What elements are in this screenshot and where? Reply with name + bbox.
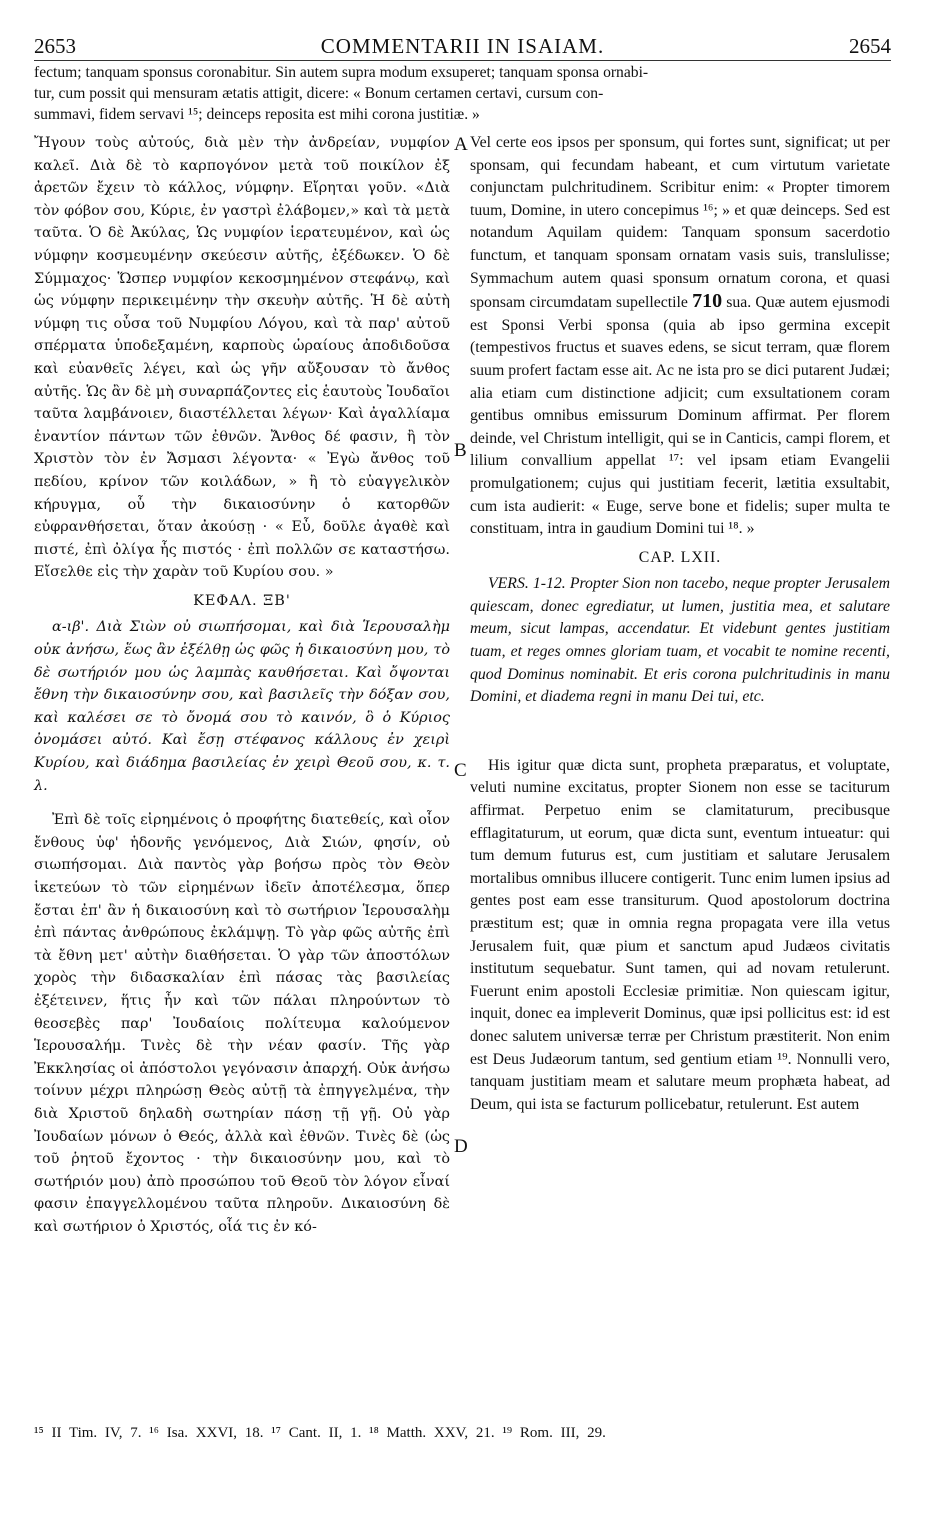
latin-paragraph — [470, 132, 890, 541]
latin-chapter-heading: CAP. LXII. — [638, 548, 722, 566]
footnotes: ¹⁵ II Tim. IV, 7. ¹⁶ Isa. XXVI, 18. ¹⁷ Cant. II, 1. ¹⁸ Matth. XXV, 21. ¹⁹ Rom. III, 29. — [34, 1425, 606, 1441]
margin-letter-c: C — [454, 760, 467, 781]
top-line: tur, cum possit qui mensuram ætatis attigit, dicere: « Bonum certamen certavi, cursum con- — [34, 85, 604, 102]
margin-letter-a: A — [454, 134, 468, 155]
left-page-number: 2653 — [34, 34, 76, 58]
running-title: COMMENTARII IN ISAIAM. — [320, 34, 605, 58]
latin-paragraph: His igitur quæ dicta sunt, propheta præparatus, et voluptate, veluti numine excitatus, propter Sionem non esse se taciturum affirmat. Perpetuo enim se clamitaturum, precibusque efflagitaturum, ut eorum, quæ dicta sunt, eventum intueatur: qui tum demum futurus est, cum justitiam et salutare Jerusalem mortalibus omnibus illucere contigerit. Tunc enim lumen ipsius ad gentes post eam esse transiturum. Quod apostolorum doctrina præstitum est; quæ in omnia regna propagata vere illa vetus Jerusalem fuit, quæ pium et sanctum apud Judæos civitatis institutum sequebatur. Sunt tamen, qui ad novam retulerunt. Fuerunt enim apostoli Ecclesiæ primitiæ. Non quiescam igitur, inquit, donec ea impleverit Dominus, quæ ipsi pollicitus est: id est donec salutem universæ terræ per Christum præstiterit. Non enim est Deus Judæorum tantum, sed gentium etiam ¹⁹. Nonnulli vero, tanquam justitiam meam et salutare meum prophæta habeat, ad Deum, qui ista se facturum pollicebatur, retulerunt. Est autem — [470, 756, 890, 1113]
margin-letter-d: D — [454, 1136, 468, 1157]
greek-chapter-heading: ΚΕΦΑΛ. ΞΒ' — [193, 592, 291, 609]
latin-paragraph-text: Vel certe eos ipsos per sponsum, qui fortes sunt, significat; ut per sponsam, qui fecundam habeant, et cum virtutum varietate conjunctam pulchritudinem. Scribitur enim: « Propter timorem tuum, Domine, in utero concepimus ¹⁶; » et quæ deinceps. Sed est notandum Aquilam quidem: Tanquam sponsum sacerdotio functum, et tanquam sponsam ornatam vasis suis, translulisse; Symmachum autem quasi sponsum ornatum corona, et quasi sponsam circumdatam supellectile — [470, 134, 890, 312]
header-rule — [34, 60, 891, 61]
latin-verse: VERS. 1-12. Propter Sion non tacebo, neque propter Jerusalem quiescam, donec egrediatur, ut lumen, justitia mea, et salutare meum, sicut lampas, accendatur. Et videbunt gentes justitiam tuam, et reges omnes gloriam tuam, et vocabit te nomine recenti, quod Dominus nominabit. Et eris corona pulchritudinis in manu Domini, et diadema regni in manu Dei tui, etc. — [470, 575, 890, 706]
greek-column — [34, 132, 450, 1239]
greek-verse: α-ιβ'. Διὰ Σιὼν οὐ σιωπήσομαι, καὶ διὰ Ἱερουσαλὴμ οὐκ ἀνήσω, ἕως ἂν ἐξέλθῃ ὡς φῶς ἡ δικαιοσύνη μου, τὸ δὲ σωτήριόν μου ὡς λαμπὰς καυθήσεται. Καὶ ὄψονται ἔθνη τὴν δικαιοσύνην σου, καὶ βασιλεῖς τὴν δόξαν σου, καὶ καλέσει σε τὸ ὄνομά σου τὸ καινόν, ὃ ὁ Κύριος ὀνομάσει αὐτό. Καὶ ἔσῃ στέφανος κάλλους ἐν χειρὶ Κυρίου, καὶ διάδημα βασιλείας ἐν χειρὶ Θεοῦ σου, κ. τ. λ. — [34, 619, 450, 794]
greek-paragraph: Ἤγουν τοὺς αὐτούς, διὰ μὲν τὴν ἀνδρείαν, νυμφίον καλεῖ. Διὰ δὲ τὸ καρπογόνον μετὰ τοῦ ποικίλον ἐξ ἀρετῶν ἔχειν τὸ κάλλος, νύμφην. Εἴρηται γοῦν. «Διὰ τὸν φόβον σου, Κύριε, ἐν γαστρὶ ἐλάβομεν,» καὶ τὰ μετὰ ταῦτα. Ὁ δὲ Ἀκύλας, Ὡς νυμφίον ἱερατευμένον, καὶ ὡς νύμφην κοσμευμένην σκεύεσιν αὐτῆς, ἐξέδωκεν. Ὁ δὲ Σύμμαχος· Ὥσπερ νυμφίον κεκοσμημένον στεφάνῳ, καὶ ὡς νύμφην περικειμένην τὴν σκευὴν αὐτῆς. Ἡ δὲ αὐτὴ νύμφη τις οὖσα τοῦ Νυμφίου Λόγου, καὶ τὰ παρ' αὐτοῦ σπέρματα ὑποδεξαμένη, καρποὺς ὡραίους ἀποδιδοῦσα καὶ εὐανθεῖς λέγει, καὶ ὡς γῆν αὔξουσαν τὸ ἄνθος αὐτῆς. Ὡς ἂν δὲ μὴ συναρπάζοντες εἰς ἑαυτοὺς Ἰουδαῖοι ταῦτα λαμβάνοιεν, διαστέλλεται λέγων· Καὶ ἀγαλλίαμα ἐναντίον πάντων τῶν ἐθνῶν. Ἄνθος δέ φασιν, ἢ τὸν Χριστὸν τὸν ἐν Ἄσμασι λέγοντα· « Ἐγὼ ἄνθος τοῦ πεδίου, κρίνον τῶν κοιλάδων, » ἢ τὸ εὐαγγελικὸν κήρυγμα, οὗ τὴν δικαιοσύνην ὁ κατορθῶν εὐφρανθήσεται, ὅταν ἀκούσῃ · « Εὖ, δοῦλε ἀγαθὲ καὶ πιστέ, ἐπὶ ὀλίγα ἧς πιστός · ἐπὶ πολλῶν σε καταστήσω. Εἴσελθε εἰς τὴν χαρὰν τοῦ Κυρίου σου. » — [34, 135, 450, 581]
margin-letter-b: B — [454, 440, 467, 461]
right-page-number: 2654 — [849, 34, 891, 58]
latin-column — [470, 132, 890, 1116]
top-line: fectum; tanquam sponsus coronabitur. Sin autem supra modum exsuperet; tanquam sponsa ornabi- — [34, 64, 649, 81]
top-line: summavi, fidem servavi ¹⁵; deinceps reposita est mihi corona justitiæ. » — [34, 106, 480, 123]
greek-paragraph: Ἐπὶ δὲ τοῖς εἰρημένοις ὁ προφήτης διατεθείς, καὶ οἷον ἔνθους ὑφ' ἡδονῆς γενόμενος, Διὰ Σιών, φησίν, οὐ σιωπήσομαι. Διὰ παντὸς γὰρ βοήσω πρὸς τὸν Θεὸν ἱκετεύων τὸ τῶν εἰρημένων ἰδεῖν ἀποτέλεσμα, ὅπερ ἔσται ἐπ' ἂν ἡ δικαιοσύνη καὶ τὸ σωτήριον Ἱερουσαλὴμ ἐπὶ πάντας ἀνθρώπους ἐκλάμψῃ. Τὸ γὰρ φῶς αὐτῆς ἐπὶ τὰ ἔθνη μετ' αὐτὴν διαθήσεται. Ὁ γὰρ τῶν ἀποστόλων χορὸς τὴν διδασκαλίαν ἐπὶ πάσας τὰς βασιλείας ἐξέτεινεν, ἥτις ἦν καὶ τῶν πάλαι πληρούντων τὸ θεοσεβὲς παρ' Ἰουδαίοις πολίτευμα καλούμενον Ἱερουσαλήμ. Τινὲς δὲ τὴν νέαν φασίν. Τῆς γὰρ Ἐκκλησίας οἱ ἀπόστολοι γεγόνασιν ἀπαρχή. Οὐκ ἀνήσω τοίνυν μέχρι πληρώσῃ Θεὸς αὐτῇ τὰ ἐπηγγελμένα, τὴν διὰ Χριστοῦ δηλαδὴ σωτηρίαν πάσῃ τῇ γῇ. Οὐ γὰρ Ἰουδαίων μόνων ὁ Θεός, ἀλλὰ καὶ ἐθνῶν. Τινὲς δὲ (ὡς τοῦ ῥητοῦ ἔχοντος · τὴν δικαιοσύνην μου, καὶ τὸ σωτήριόν μου) ἀπὸ προσώπου τοῦ Θεοῦ τὸν λόγον εἶναί φασιν ἐπαγγελλομένου ταῦτα πληροῦν. Δικαιοσύνη δὲ καὶ σωτήριον ὁ Χριστός, οἷά τις ἐν κό- — [34, 812, 450, 1235]
page-header — [34, 34, 891, 60]
top-latin-block — [34, 62, 891, 125]
column-marker: 710 — [692, 290, 723, 313]
latin-paragraph-text: sua. Quæ autem ejusmodi est Sponsi Verbi sponsa (quia ab ipso germina excepit (tempestivos fructus et suaves edens, se sicut terram, quæ florem suum profert factam esse ait. Ac ne ista pro se dici putarent Judæi; alia etiam cum distinctione adjicit; cum exsultationem coram gentibus omnibus emissurum Dominum affirmat. Per florem deinde, vel Christum intelligit, qui se in Canticis, campi florem, et lilium convallium appellat ¹⁷: vel ipsam etiam Evangelii promulgationem; cujus qui justitiam fecerit, lætitia exsultabit, cum ista audierit: « Euge, serve bone et fidelis; super multa te constituam, intra in gaudium Domini tui ¹⁸. » — [470, 294, 891, 538]
